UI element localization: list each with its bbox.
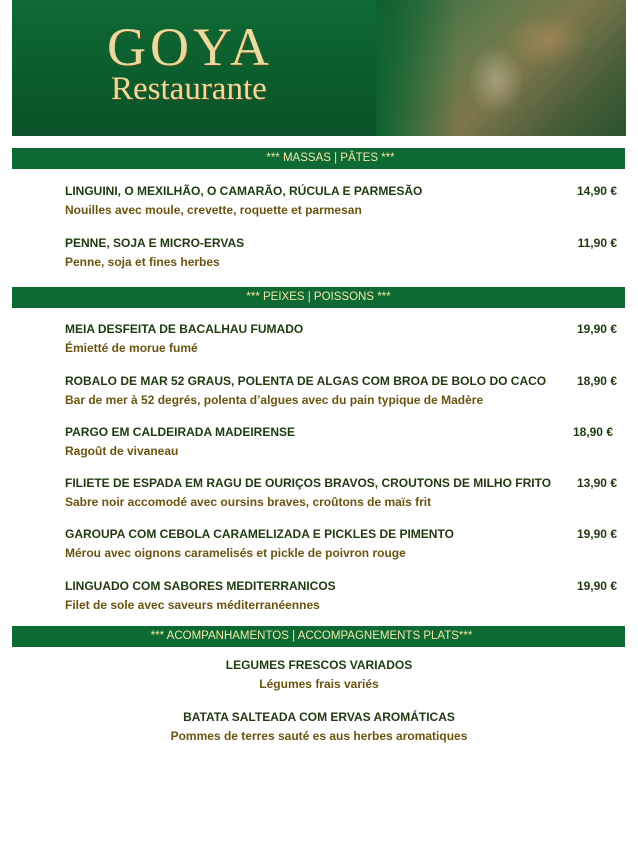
menu-item: [65, 184, 617, 218]
item-price: 18,90 €: [576, 374, 617, 388]
item-description: Filet de sole avec saveurs méditerranéennes: [65, 598, 320, 612]
item-description: Sabre noir accomodé avec oursins braves, croûtons de maïs frit: [65, 495, 432, 509]
item-name: LINGUINI, O MEXILHÃO, O CAMARÃO, RÚCULA E PARMESÃO: [65, 184, 423, 198]
item-name: MEIA DESFEITA DE BACALHAU FUMADO: [65, 322, 304, 336]
item-description: Émietté de morue fumé: [65, 341, 198, 355]
item-name: FILIETE DE ESPADA EM RAGU DE OURIÇOS BRAVOS, CROUTONS DE MILHO FRITO: [65, 476, 552, 490]
item-price: 19,90 €: [576, 579, 617, 593]
item-price: 13,90 €: [576, 476, 617, 490]
item-price: 11,90 €: [577, 236, 617, 250]
item-name: PARGO EM CALDEIRADA MADEIRENSE: [65, 425, 296, 439]
item-description: Bar de mer à 52 degrés, polenta d’algues avec du pain typique de Madère: [65, 393, 484, 407]
menu-item: [65, 322, 617, 356]
item-name: LEGUMES FRESCOS VARIADOS: [225, 658, 413, 672]
menu-item: [65, 425, 617, 459]
menu-item: [65, 527, 617, 561]
header-banner: [12, 0, 626, 136]
logo-subtitle: Restaurante: [111, 71, 267, 107]
item-description: Nouilles avec moule, crevette, roquette et parmesan: [65, 203, 362, 217]
item-description: Ragoût de vivaneau: [65, 444, 179, 458]
item-name: ROBALO DE MAR 52 GRAUS, POLENTA DE ALGAS COM BROA DE BOLO DO CACO: [65, 374, 547, 388]
item-price: 18,90 €: [572, 425, 613, 439]
item-description: Penne, soja et fines herbes: [65, 255, 220, 269]
item-description: Pommes de terres sauté es aus herbes aromatiques: [170, 729, 468, 743]
logo-title: GOYA: [107, 17, 274, 77]
item-name: BATATA SALTEADA COM ERVAS AROMÁTICAS: [183, 710, 455, 724]
menu-item: [65, 476, 617, 510]
section-header-massas: *** MASSAS | PÂTES ***: [12, 148, 625, 169]
menu-item: [65, 236, 617, 270]
menu-item: [65, 374, 617, 408]
item-name: PENNE, SOJA E MICRO-ERVAS: [65, 236, 245, 250]
item-description: Légumes frais variés: [259, 677, 379, 691]
item-price: 19,90 €: [576, 527, 617, 541]
item-name: LINGUADO COM SABORES MEDITERRANICOS: [65, 579, 336, 593]
menu-item: [65, 579, 617, 613]
item-price: 14,90 €: [576, 184, 617, 198]
section-header-peixes: *** PEIXES | POISSONS ***: [12, 287, 625, 308]
item-name: GAROUPA COM CEBOLA CARAMELIZADA E PICKLES DE PIMENTO: [65, 527, 454, 541]
item-price: 19,90 €: [576, 322, 617, 336]
side-dish-item: [0, 710, 638, 744]
section-header-acompanhamentos: *** ACOMPANHAMENTOS | ACCOMPAGNEMENTS PLATS***: [12, 626, 625, 647]
banner-fade: [376, 0, 456, 136]
side-dish-item: [0, 658, 638, 692]
item-description: Mérou avec oignons caramelisés et pickle de poivron rouge: [65, 546, 406, 560]
